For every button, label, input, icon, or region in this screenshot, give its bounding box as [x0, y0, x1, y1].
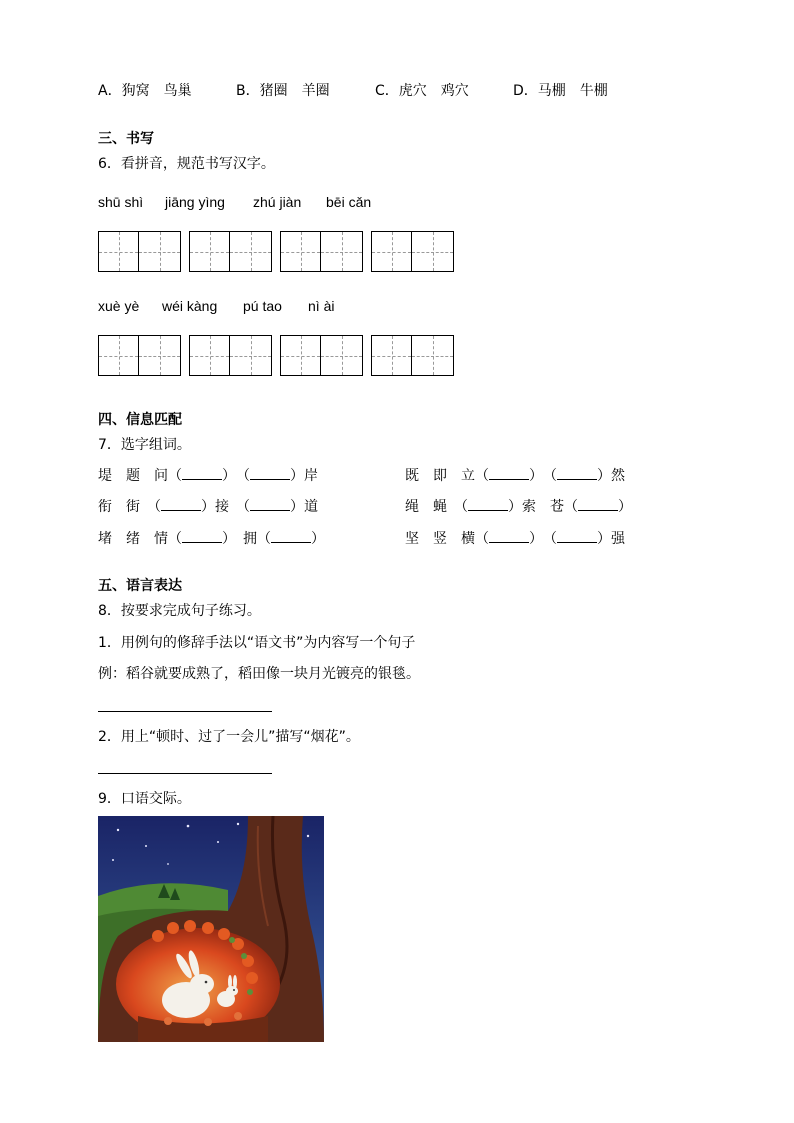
word-choice-group: 堤 题 问（ ） （ ）岸	[98, 468, 318, 484]
writing-box-pair[interactable]	[98, 231, 181, 272]
answer-blank[interactable]	[271, 530, 311, 543]
choice-chars: 绳 蝇	[405, 499, 447, 515]
option-c[interactable]: C．虎穴 鸡穴	[375, 83, 469, 99]
section-4-title: 四、信息匹配	[98, 412, 182, 428]
answer-blank[interactable]	[489, 467, 529, 480]
word-choice-group: 堵 绪 情（ ） 拥（ ）	[98, 531, 325, 547]
pinyin-8: nì ài	[308, 298, 335, 314]
answer-blank[interactable]	[182, 467, 222, 480]
word-choice-group: 坚 竖 横（ ） （ ）强	[405, 531, 625, 547]
answer-blank[interactable]	[557, 530, 597, 543]
writing-box-pair[interactable]	[280, 231, 363, 272]
option-a[interactable]: A．狗窝 鸟巢	[98, 83, 192, 99]
writing-box-pair[interactable]	[280, 335, 363, 376]
word-choice-group: 衔 街 （ ）接 （ ）道	[98, 499, 318, 515]
answer-line-1[interactable]	[98, 711, 272, 712]
answer-blank[interactable]	[250, 498, 290, 511]
answer-line-2[interactable]	[98, 773, 272, 774]
answer-blank[interactable]	[250, 467, 290, 480]
pinyin-1: shū shì	[98, 194, 144, 210]
section-3-title: 三、书写	[98, 131, 154, 147]
word-choice-group: 绳 蝇 （ ）索 苍（ ）	[405, 499, 632, 515]
choice-chars: 堤 题 问	[98, 468, 168, 484]
choice-chars: 既 即 立	[405, 468, 475, 484]
writing-box-pair[interactable]	[98, 335, 181, 376]
writing-box-pair[interactable]	[189, 335, 272, 376]
word-choice-group: 既 即 立（ ） （ ）然	[405, 468, 625, 484]
question-7: 7．选字组词。	[98, 437, 191, 453]
answer-blank[interactable]	[489, 530, 529, 543]
question-8: 8．按要求完成句子练习。	[98, 603, 261, 619]
rabbit-burrow-illustration	[98, 816, 324, 1042]
question-9: 9．口语交际。	[98, 791, 191, 807]
answer-blank[interactable]	[468, 498, 508, 511]
q8-item-2: 2．用上“顿时、过了一会儿”描写“烟花”。	[98, 729, 360, 745]
pinyin-5: xuè yè	[98, 298, 140, 314]
choice-chars: 堵 绪 情	[98, 531, 168, 547]
option-b[interactable]: B．猪圈 羊圈	[236, 83, 330, 99]
q8-item-1: 1．用例句的修辞手法以“语文书”为内容写一个句子	[98, 635, 416, 651]
question-6: 6．看拼音，规范书写汉字。	[98, 156, 275, 172]
answer-blank[interactable]	[578, 498, 618, 511]
writing-box-pair[interactable]	[371, 335, 454, 376]
pinyin-2: jiāng yìng	[165, 194, 225, 210]
answer-blank[interactable]	[161, 498, 201, 511]
pinyin-6: wéi kàng	[162, 298, 218, 314]
writing-box-pair[interactable]	[189, 231, 272, 272]
pinyin-3: zhú jiàn	[253, 194, 302, 210]
writing-grid-row-1	[98, 231, 454, 272]
answer-blank[interactable]	[182, 530, 222, 543]
writing-grid-row-2	[98, 335, 454, 376]
writing-box-pair[interactable]	[371, 231, 454, 272]
choice-chars: 衔 街	[98, 499, 140, 515]
choice-chars: 坚 竖 横	[405, 531, 475, 547]
option-d[interactable]: D．马棚 牛棚	[513, 83, 608, 99]
answer-blank[interactable]	[557, 467, 597, 480]
q8-example: 例：稻谷就要成熟了，稻田像一块月光镀亮的银毯。	[98, 666, 420, 682]
section-5-title: 五、语言表达	[98, 578, 182, 594]
pinyin-7: pú tao	[243, 298, 282, 314]
pinyin-4: bēi cǎn	[326, 194, 372, 210]
